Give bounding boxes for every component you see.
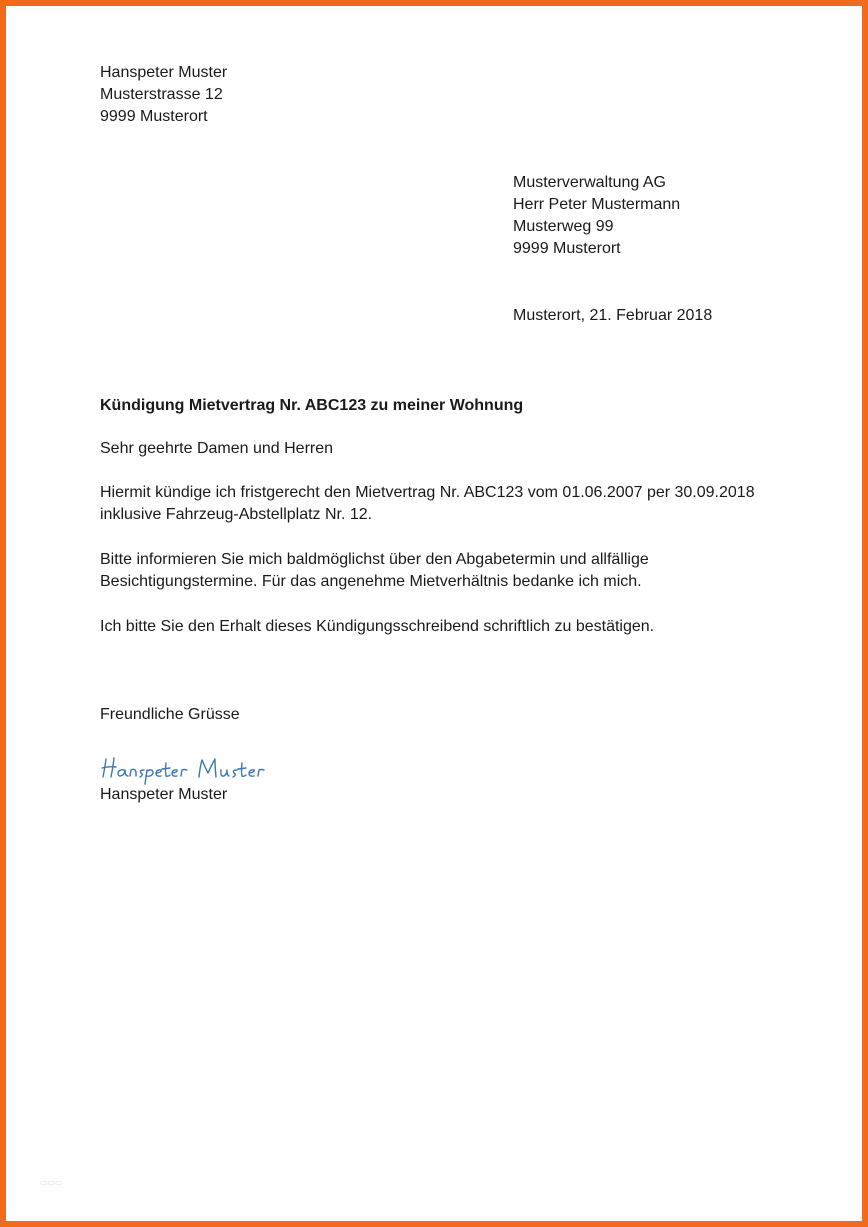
handwritten-signature xyxy=(100,751,290,787)
salutation: Sehr geehrte Damen und Herren xyxy=(100,440,334,457)
recipient-street: Musterweg 99 xyxy=(513,218,614,235)
body-paragraph-2-line-1: Bitte informieren Sie mich baldmöglichst über den Abgabetermin und allfällige xyxy=(100,551,649,568)
sender-street: Musterstrasse 12 xyxy=(100,86,223,103)
signer-name: Hanspeter Muster xyxy=(100,786,228,803)
letter-subject: Kündigung Mietvertrag Nr. ABC123 zu meiner Wohnung xyxy=(100,397,524,414)
sender-address xyxy=(100,62,227,128)
date-line: Musterort, 21. Februar 2018 xyxy=(513,307,713,324)
sender-name: Hanspeter Muster xyxy=(100,64,228,81)
closing: Freundliche Grüsse xyxy=(100,706,240,723)
watermark-mark: ▭▭▭ xyxy=(40,1178,63,1187)
body-paragraph-1 xyxy=(100,482,790,526)
body-paragraph-1-line-2: inklusive Fahrzeug-Abstellplatz Nr. 12. xyxy=(100,506,373,523)
recipient-contact: Herr Peter Mustermann xyxy=(513,196,681,213)
recipient-city: 9999 Musterort xyxy=(513,240,621,257)
sender-city: 9999 Musterort xyxy=(100,108,208,125)
body-paragraph-1-line-1: Hiermit kündige ich fristgerecht den Mietvertrag Nr. ABC123 vom 01.06.2007 per 30.09.2018 xyxy=(100,484,755,501)
body-paragraph-3: Ich bitte Sie den Erhalt dieses Kündigungsschreibend schriftlich zu bestätigen. xyxy=(100,618,655,635)
body-paragraph-2-line-2: Besichtigungstermine. Für das angenehme Mietverhältnis bedanke ich mich. xyxy=(100,573,642,590)
recipient-address xyxy=(513,172,680,260)
body-paragraph-2 xyxy=(100,549,790,593)
recipient-company: Musterverwaltung AG xyxy=(513,174,666,191)
